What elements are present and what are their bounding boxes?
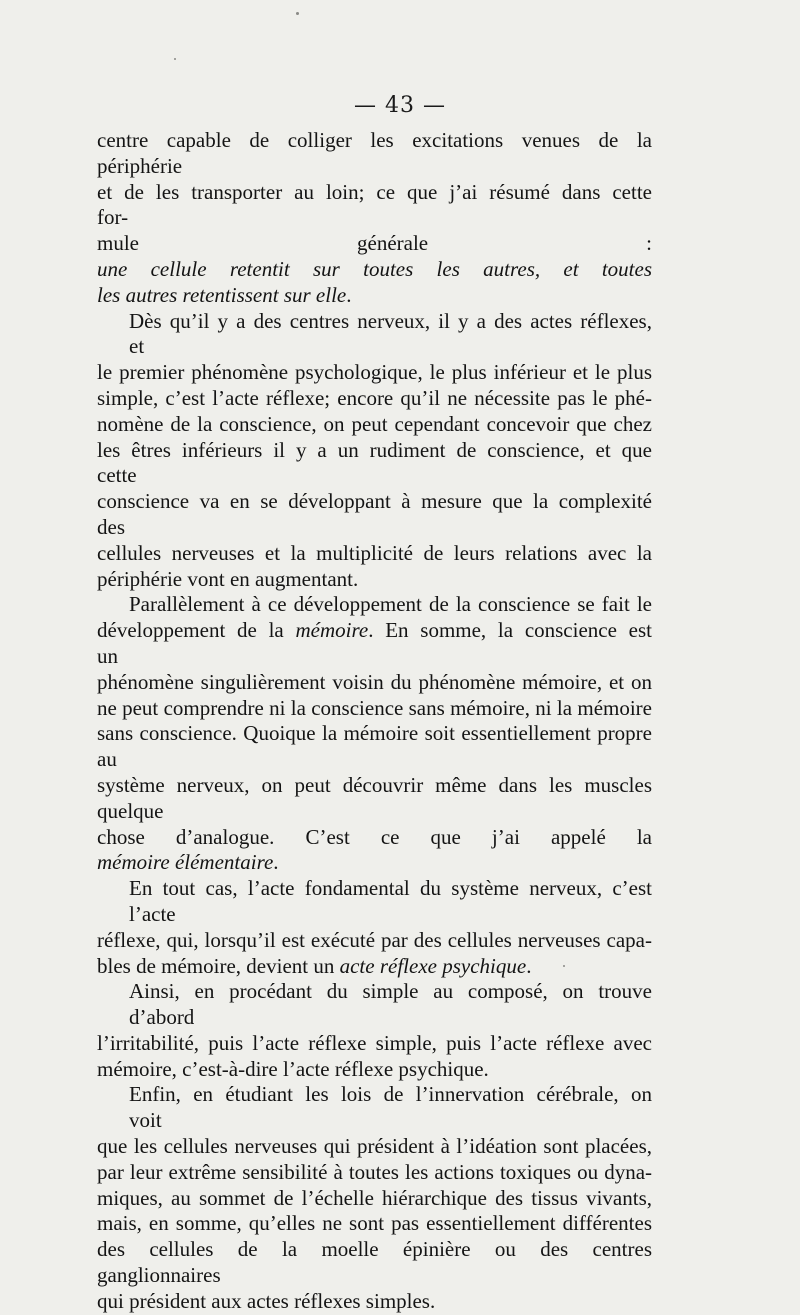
text-line: [97, 1186, 652, 1212]
text-line: [97, 979, 652, 1031]
line-text: . En somme, la conscience est un: [97, 618, 652, 668]
italic-phrase: les autres retentissent sur elle: [97, 282, 347, 307]
text-line: [97, 1031, 652, 1057]
text-line: [97, 696, 652, 722]
text-line: [97, 360, 652, 386]
text-line: [97, 825, 652, 877]
line-text: .: [346, 282, 352, 307]
body-text: [97, 128, 652, 1315]
text-line: [97, 386, 652, 412]
line-text: développement de la: [97, 618, 296, 643]
text-line: [97, 309, 652, 361]
line-text: phénomène singulièrement voisin du phénomène mémoire, et on: [97, 669, 652, 694]
paper-speck: [563, 965, 565, 967]
text-line: [97, 954, 652, 980]
text-line: [97, 773, 652, 825]
line-text: simple, c’est l’acte réflexe; encore qu’il ne nécessite pas le phé-: [97, 385, 652, 410]
line-text: mémoire, c’est-à-dire l’acte réflexe psychique.: [97, 1056, 489, 1081]
text-line: [97, 180, 652, 232]
paragraph: [97, 592, 652, 876]
line-text: conscience va en se développant à mesure que la complexité des: [97, 489, 652, 539]
line-text: système nerveux, on peut découvrir même dans les muscles quelque: [97, 772, 652, 823]
line-text: Dès qu’il y a des centres nerveux, il y a des actes réflexes, et: [129, 308, 652, 359]
text-line: [97, 231, 652, 283]
line-text: centre capable de colliger les excitations venues de la périphérie: [97, 128, 652, 178]
text-line: [97, 928, 652, 954]
line-text: bles de mémoire, devient un: [97, 953, 340, 978]
italic-phrase: acte réflexe psychique: [339, 953, 527, 978]
line-text: En tout cas, l’acte fondamental du système nerveux, c’est l’acte: [129, 876, 652, 926]
text-line: [97, 1082, 652, 1134]
text-line: [97, 1134, 652, 1160]
paragraph: [97, 128, 652, 309]
italic-phrase: mémoire: [295, 618, 369, 643]
paper-speck: [174, 58, 176, 60]
text-line: [97, 618, 652, 670]
paper-speck: [296, 12, 299, 15]
paragraph: [97, 979, 652, 1082]
line-text: le premier phénomène psychologique, le plus inférieur et le plus: [97, 360, 653, 385]
line-text: miques, au sommet de l’échelle hiérarchique des tissus vivants,: [97, 1185, 652, 1210]
line-text: chose d’analogue. C’est ce que j’ai appelé la: [97, 824, 652, 849]
text-line: [97, 876, 652, 928]
text-line: [97, 1160, 652, 1186]
text-line: [97, 489, 652, 541]
line-text: par leur extrême sensibilité à toutes les actions toxiques ou dyna-: [97, 1159, 653, 1184]
line-text: .: [526, 953, 532, 978]
line-text: Enfin, en étudiant les lois de l’innervation cérébrale, on voit: [129, 1082, 652, 1133]
text-line: [97, 1211, 652, 1237]
text-line: [97, 592, 652, 618]
text-line: [97, 1237, 652, 1289]
line-text: cellules nerveuses et la multiplicité de leurs relations avec la: [97, 540, 652, 565]
line-text: sans conscience. Quoique la mémoire soit essentiellement propre au: [97, 721, 652, 772]
page-number: — 43 —: [354, 93, 446, 118]
line-text: et de les transporter au loin; ce que j’ai résumé dans cette for-: [97, 179, 652, 230]
text-line: [97, 541, 652, 567]
text-line: [97, 412, 652, 438]
line-text: réflexe, qui, lorsqu’il est exécuté par des cellules nerveuses capa-: [97, 927, 652, 952]
italic-phrase: une cellule retentit sur toutes les autres, et toutes: [97, 256, 652, 281]
line-text: des cellules de la moelle épinière ou des centres ganglionnaires: [97, 1237, 652, 1288]
line-text: périphérie vont en augmentant.: [97, 566, 359, 591]
text-line: [97, 1289, 652, 1315]
paragraph: [97, 309, 652, 593]
line-text: Parallèlement à ce développement de la conscience se fait le: [129, 592, 652, 617]
text-line: [97, 721, 652, 773]
line-text: les êtres inférieurs il y a un rudiment de conscience, et que cette: [97, 437, 652, 488]
line-text: nomène de la conscience, on peut cependant concevoir que chez: [97, 411, 652, 436]
text-line: [97, 1057, 652, 1083]
text-line: [97, 567, 652, 593]
line-text: l’irritabilité, puis l’acte réflexe simple, puis l’acte réflexe avec: [97, 1030, 652, 1055]
line-text: qui président aux actes réflexes simples.: [97, 1288, 436, 1313]
italic-phrase: mémoire élémentaire: [97, 850, 274, 875]
line-text: mais, en somme, qu’elles ne sont pas essentiellement différentes: [97, 1211, 652, 1236]
paragraph: [97, 876, 652, 979]
line-text: que les cellules nerveuses qui président à l’idéation sont placées,: [97, 1134, 652, 1159]
line-text: Ainsi, en procédant du simple au composé, on trouve d’abord: [129, 979, 652, 1030]
line-text: .: [273, 850, 279, 875]
text-line: [97, 128, 652, 180]
line-text: mule générale :: [97, 231, 652, 256]
text-line: [97, 283, 652, 309]
text-line: [97, 670, 652, 696]
paragraph: [97, 1082, 652, 1314]
line-text: ne peut comprendre ni la conscience sans mémoire, ni la mémoire: [97, 695, 652, 720]
text-line: [97, 438, 652, 490]
